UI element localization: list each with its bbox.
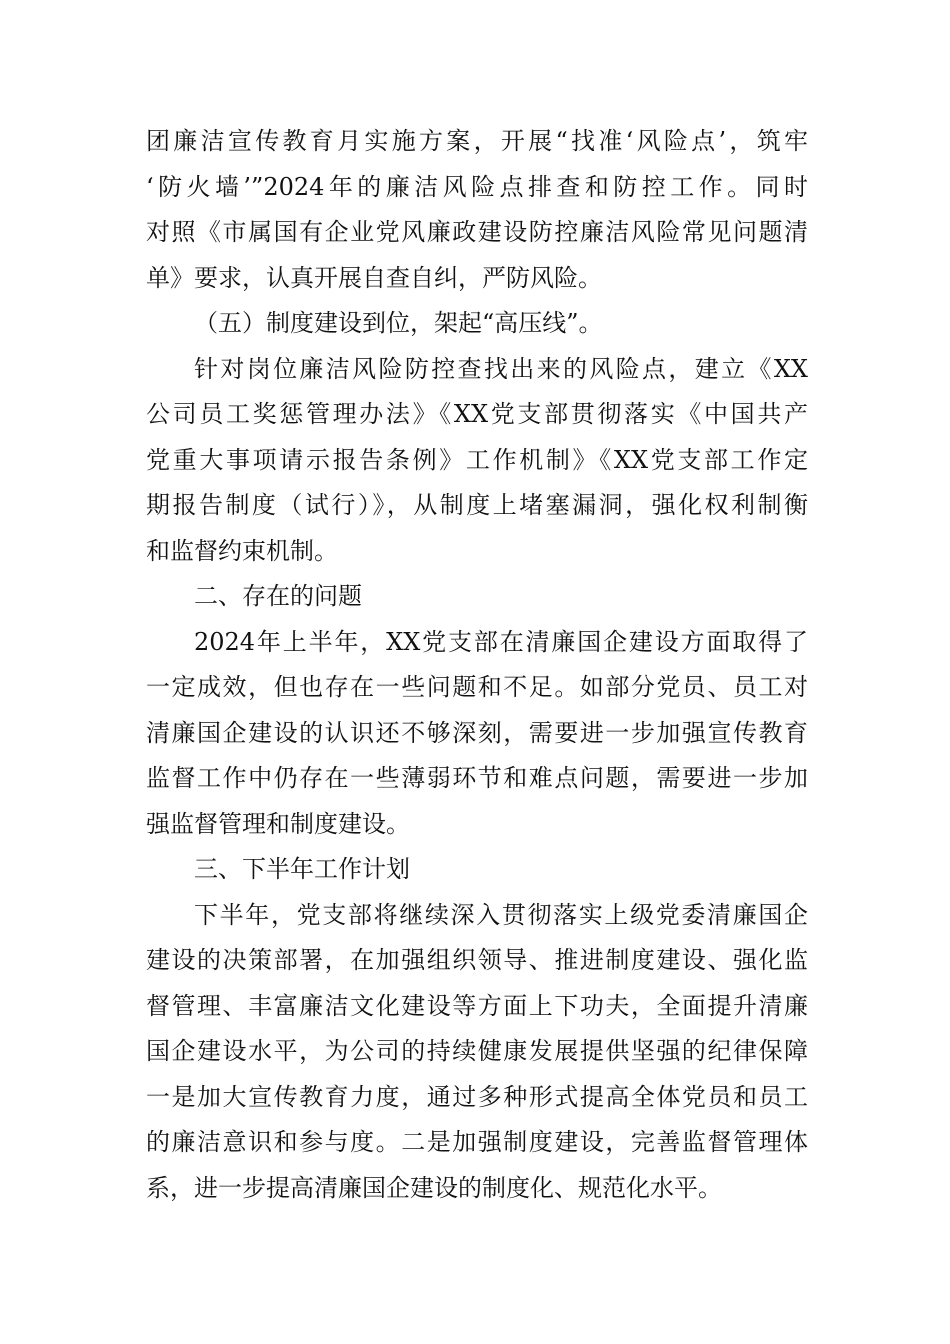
body-text-line: 对照《市属国有企业党风廉政建设防控廉洁风险常见问题清	[146, 218, 808, 246]
body-text-line: 党重大事项请示报告条例》工作机制》《XX党支部工作定	[146, 445, 808, 474]
body-text-line: 下半年，党支部将继续深入贯彻落实上级党委清廉国企	[194, 900, 808, 929]
body-text-line: 强监督管理和制度建设。	[146, 809, 410, 838]
body-text-line: 系，进一步提高清廉国企建设的制度化、规范化水平。	[146, 1173, 722, 1202]
body-text-line: 清廉国企建设的认识还不够深刻，需要进一步加强宣传教育	[146, 718, 808, 747]
body-text-line: 的廉洁意识和参与度。二是加强制度建设，完善监督管理体	[146, 1128, 808, 1156]
body-text-line: 建设的决策部署，在加强组织领导、推进制度建设、强化监	[146, 946, 808, 974]
body-text-line: 团廉洁宣传教育月实施方案，开展“找准‘风险点’，筑牢	[146, 127, 808, 155]
section-heading: 三、下半年工作计划	[194, 855, 410, 883]
body-text-line: 和监督约束机制。	[146, 536, 338, 565]
body-text-line: 监督工作中仍存在一些薄弱环节和难点问题，需要进一步加	[146, 764, 808, 792]
body-text-line: 单》要求，认真开展自查自纠，严防风险。	[146, 263, 602, 292]
body-text-line: 公司员工奖惩管理办法》《XX党支部贯彻落实《中国共产	[146, 400, 808, 428]
body-text-line: 2024年上半年，XX党支部在清廉国企建设方面取得了	[194, 627, 808, 656]
body-text-line: 针对岗位廉洁风险防控查找出来的风险点，建立《XX	[194, 354, 808, 383]
body-text-line: 国企建设水平，为公司的持续健康发展提供坚强的纪律保障	[146, 1037, 808, 1065]
subsection-heading: （五）制度建设到位，架起“高压线”。	[194, 309, 603, 337]
body-text-line: 督管理、丰富廉洁文化建设等方面上下功夫，全面提升清廉	[146, 991, 808, 1020]
document-body	[146, 119, 808, 1211]
body-text-line: 一定成效，但也存在一些问题和不足。如部分党员、员工对	[146, 673, 808, 701]
body-text-line: ‘防火墙’”2024年的廉洁风险点排查和防控工作。同时	[146, 172, 808, 201]
section-heading: 二、存在的问题	[194, 582, 362, 610]
body-text-line: 期报告制度（试行）》，从制度上堵塞漏洞，强化权利制衡	[146, 491, 808, 519]
body-text-line: 一是加大宣传教育力度，通过多种形式提高全体党员和员工	[146, 1082, 808, 1111]
